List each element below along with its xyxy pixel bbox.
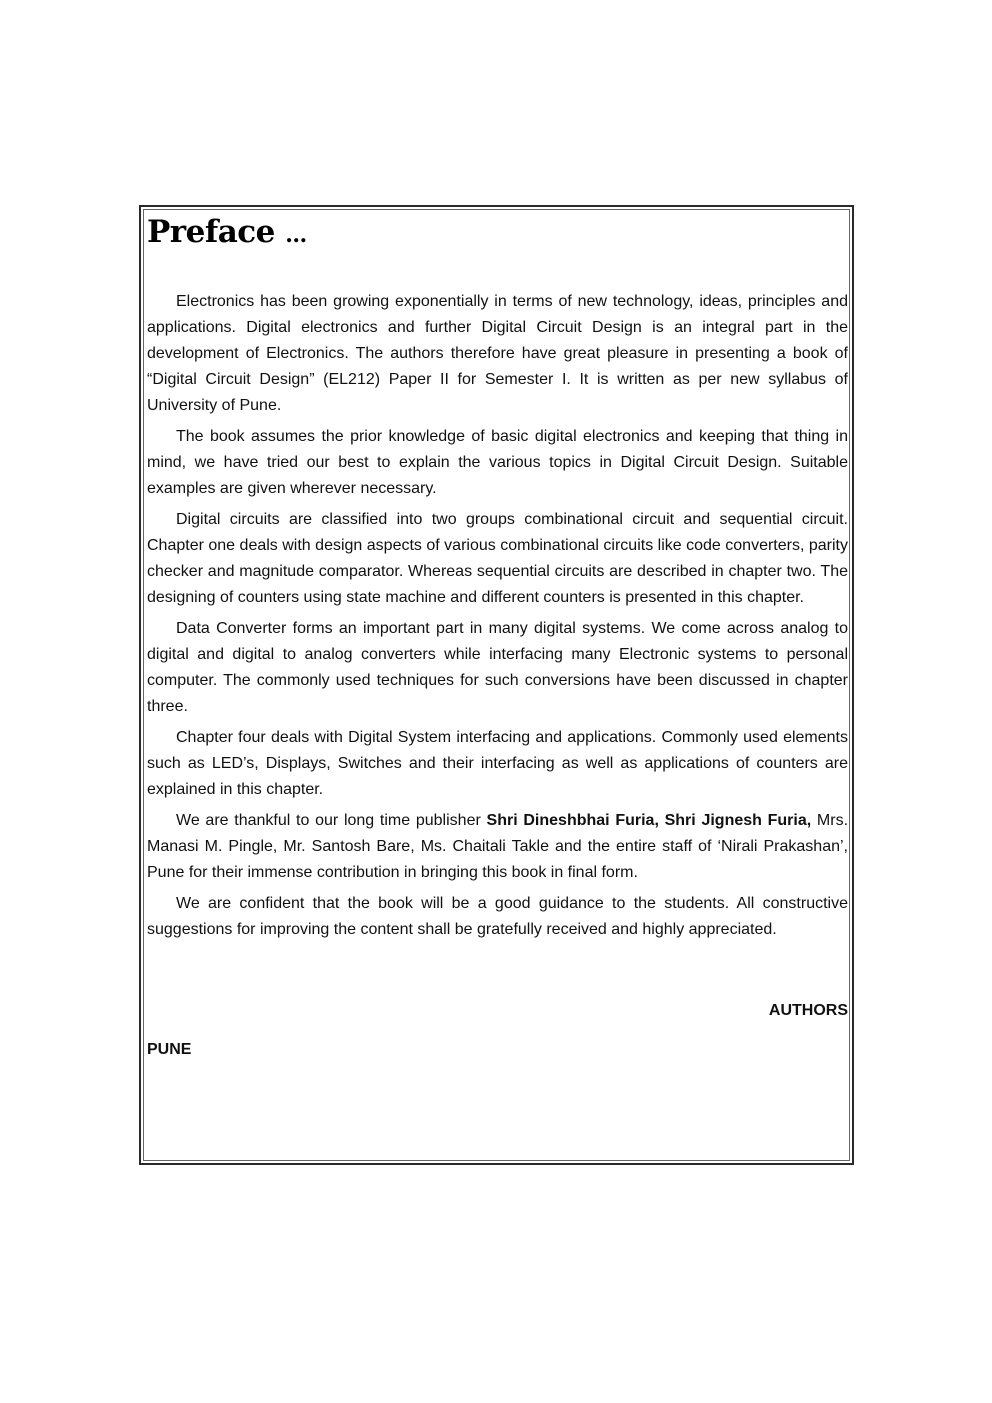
thanks-lead: We are thankful to our long time publisher xyxy=(176,812,487,829)
paragraph-acknowledgement xyxy=(147,808,848,886)
page-title xyxy=(147,209,848,255)
thanks-rest: Mrs. Manasi M. Pingle, Mr. Santosh Bare, Ms. Chaitali Takle and the entire staff of ‘Nirali Prakashan’, Pune for their immense contribution in bringing this book in final form. xyxy=(147,812,849,881)
signature-authors: AUTHORS xyxy=(768,1002,848,1019)
paragraph-data-converter: Data Converter forms an important part in many digital systems. We come across analog to digital and digital to analog converters while interfacing many Electronic systems to personal computer. The commonly used techniques for such conversions have been discussed in chapter three. xyxy=(147,620,848,715)
paragraph-prior-knowledge: The book assumes the prior knowledge of basic digital electronics and keeping that thing in mind, we have tried our best to explain the various topics in Digital Circuit Design. Suitable examples are given wherever necessary. xyxy=(147,428,848,497)
preface-content xyxy=(147,209,848,1063)
preface-frame xyxy=(139,205,854,1165)
title-ellipsis: ... xyxy=(285,222,307,248)
title-text: Preface xyxy=(147,214,275,250)
thanks-publishers: Shri Dineshbhai Furia, Shri Jignesh Furia, xyxy=(486,812,812,829)
paragraph-chapter-four: Chapter four deals with Digital System interfacing and applications. Commonly used elements such as LED’s, Displays, Switches and their interfacing as well as applications of counters are explained in this chapter. xyxy=(147,729,848,798)
paragraph-introduction: Electronics has been growing exponentially in terms of new technology, ideas, principles and applications. Digital electronics and further Digital Circuit Design is an integral part in the development of Electronics. The authors therefore have great pleasure in presenting a book of “Digital Circuit Design” (EL212) Paper II for Semester I. It is written as per new syllabus of University of Pune. xyxy=(147,293,848,414)
paragraph-closing: We are confident that the book will be a good guidance to the students. All constructive suggestions for improving the content shall be gratefully received and highly appreciated. xyxy=(147,895,848,938)
preface-body xyxy=(147,289,848,943)
signature-place: PUNE xyxy=(147,1041,192,1058)
paragraph-digital-circuits: Digital circuits are classified into two groups combinational circuit and sequential circuit. Chapter one deals with design aspects of various combinational circuits like code converters, parity checker and magnitude comparator. Whereas sequential circuits are described in chapter two. The designing of counters using state machine and different counters is presented in this chapter. xyxy=(147,511,848,606)
